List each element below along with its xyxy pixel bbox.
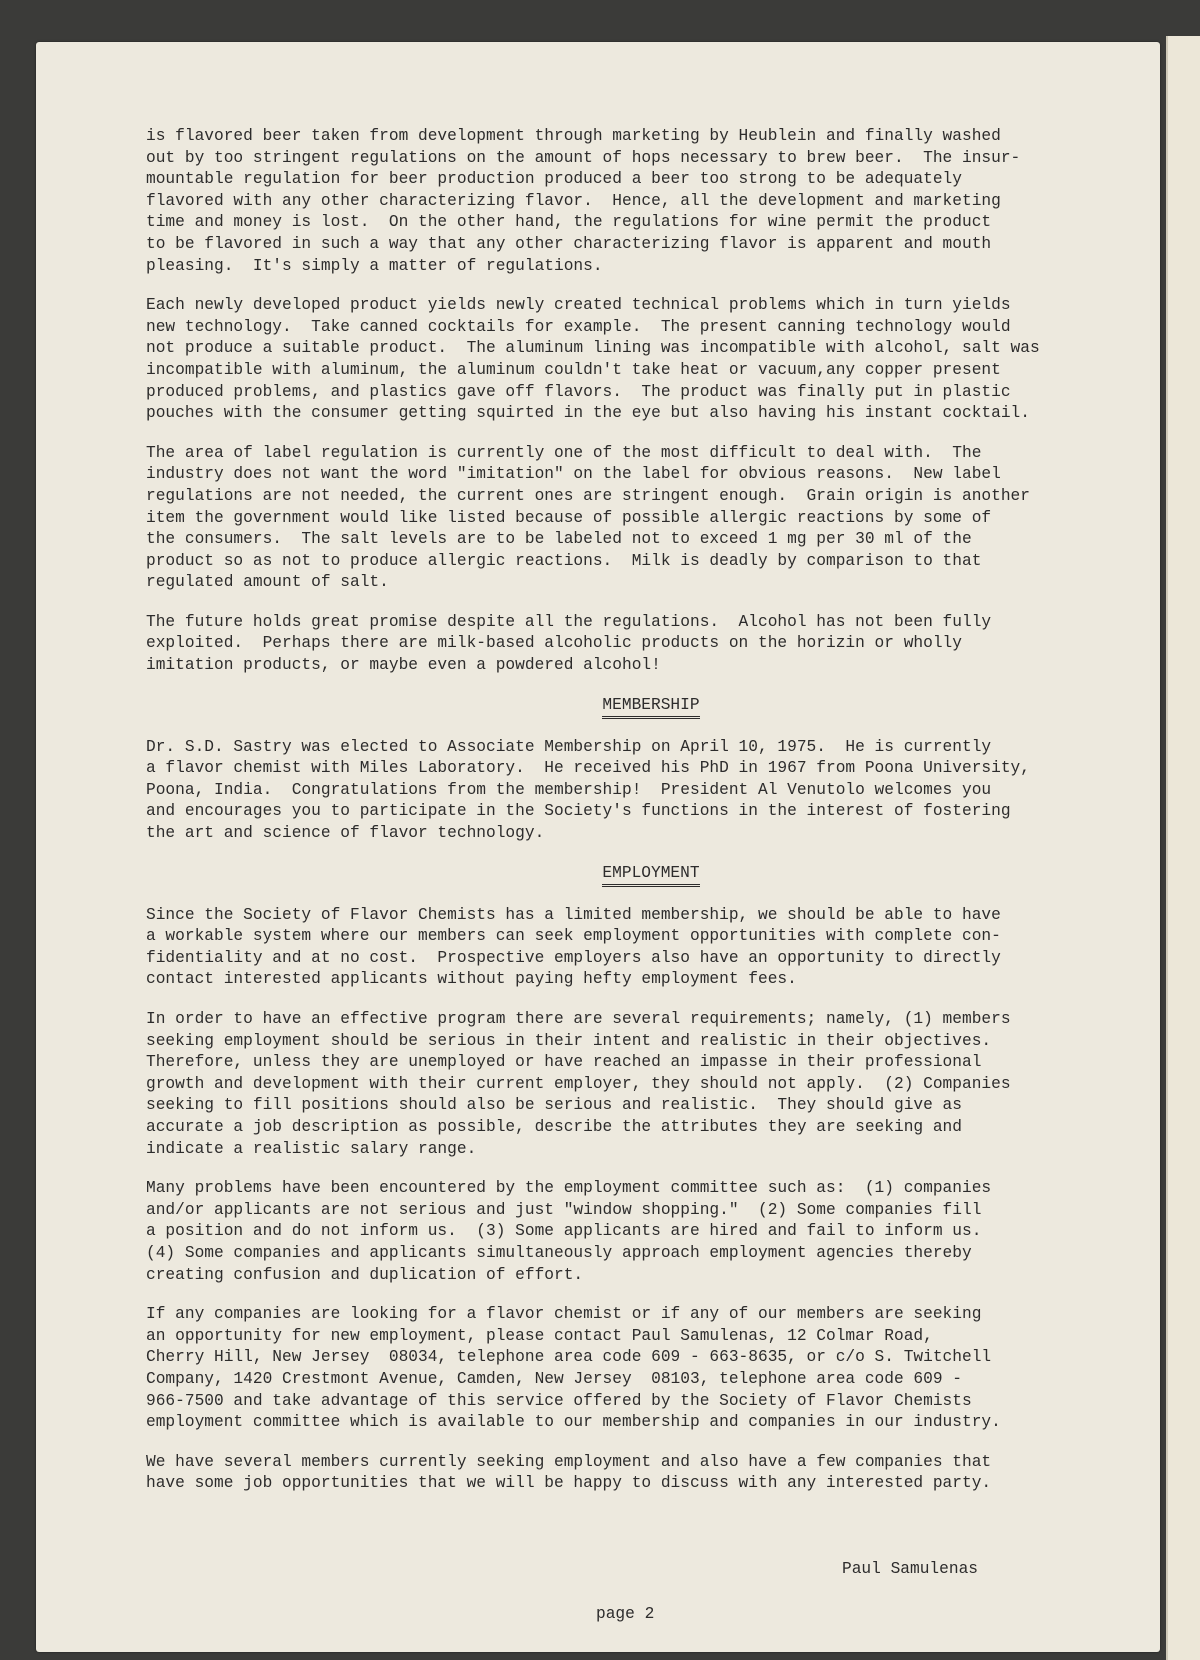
employment-heading-text: EMPLOYMENT <box>602 864 699 887</box>
paragraph-employment-contact: If any companies are looking for a flavor chemist or if any of our members are seeking an opportunity for new employment, please contact Paul Samulenas, 12 Colmar Road, Cherry Hill, New Jersey 08034, telephone area code 609 - 663-8635, or c/o S. Twitchell Company, 1420 Crestmont Avenue, Camden, New Jersey 08103, telephone area code 609 - 966-7500 and take advantage of this service offered by the Society of Flavor Chemists employment committee which is available to our membership and companies in our industry. <box>146 1305 1001 1432</box>
signature: Paul Samulenas <box>842 1560 978 1578</box>
page-number: page 2 <box>596 1605 655 1623</box>
paragraph-employment-closing: We have several members currently seeking employment and also have a few companies that have some job opportunities that we will be happy to discuss with any interested party. <box>146 1452 992 1493</box>
adjacent-page-edge <box>1166 36 1200 1660</box>
document-sheet <box>36 42 1160 1652</box>
paragraph-label-regulation: The area of label regulation is currently one of the most difficult to deal with. The industry does not want the word "imitation" on the label for obvious reasons. New label regulations are not needed, the current ones are stringent enough. Grain origin is another item the government would like listed because of possible allergic reactions by some of the consumers. The salt levels are to be labeled not to exceed 1 mg per 30 ml of the product so as not to produce allergic reactions. Milk is deadly by comparison to that regulated amount of salt. <box>146 443 1030 592</box>
paragraph-future: The future holds great promise despite all the regulations. Alcohol has not been fully exploited. Perhaps there are milk-based alcoholic products on the horizin or wholly imitation products, or maybe even a powdered alcohol! <box>146 612 992 675</box>
paragraph-employment-problems: Many problems have been encountered by the employment committee such as: (1) companies and/or applicants are not serious and just "window shopping." (2) Some companies fill a position and do not inform us. (3) Some applicants are hired and fail to inform us. (4) Some companies and applicants simultaneously approach employment agencies thereby creating confusion and duplication of effort. <box>146 1179 992 1284</box>
employment-heading <box>146 863 1146 887</box>
paragraph-flavored-beer: is flavored beer taken from development through marketing by Heublein and finally washed out by too stringent regulations on the amount of hops necessary to brew beer. The insur- mountable regulation for beer production produced a beer too strong to be adequately flavored with any other characterizing flavor. Hence, all the development and marketing time and money is lost. On the other hand, the regulations for wine permit the product to be flavored in such a way that any other characterizing flavor is apparent and mouth pleasing. It's simply a matter of regulations. <box>146 127 1021 275</box>
membership-heading-text: MEMBERSHIP <box>602 696 699 719</box>
membership-heading <box>146 695 1146 719</box>
paragraph-membership: Dr. S.D. Sastry was elected to Associate Membership on April 10, 1975. He is currently a flavor chemist with Miles Laboratory. He received his PhD in 1967 from Poona University, Poona, India. Congratulations from the membership! President Al Venutolo welcomes you and encourages you to participate in the Society's functions in the interest of fostering the art and science of flavor technology. <box>146 737 1030 843</box>
paragraph-new-technology: Each newly developed product yields newly created technical problems which in turn yields new technology. Take canned cocktails for example. The present canning technology would not produce a suitable product. The aluminum lining was incompatible with alcohol, salt was incompatible with aluminum, the aluminum couldn't take heat or vacuum,any copper present produced problems, and plastics gave off flavors. The product was finally put in plastic pouches with the consumer getting squirted in the eye but also having his instant cocktail. <box>146 296 1040 423</box>
document-body <box>146 126 1146 1513</box>
paragraph-employment-requirements: In order to have an effective program there are several requirements; namely, (1) members seeking employment should be serious in their intent and realistic in their objectives. Therefore, unless they are unemployed or have reached an impasse in their professional growth and development with their current employer, they should not apply. (2) Companies seeking to fill positions should also be serious and realistic. They should give as accurate a job description as possible, describe the attributes they are seeking and indicate a realistic salary range. <box>146 1010 1011 1158</box>
paragraph-employment-intro: Since the Society of Flavor Chemists has a limited membership, we should be able to have a workable system where our members can seek employment opportunities with complete con- fidentiality and at no cost. Prospective employers also have an opportunity to directly contact interested applicants without paying hefty employment fees. <box>146 905 1001 989</box>
